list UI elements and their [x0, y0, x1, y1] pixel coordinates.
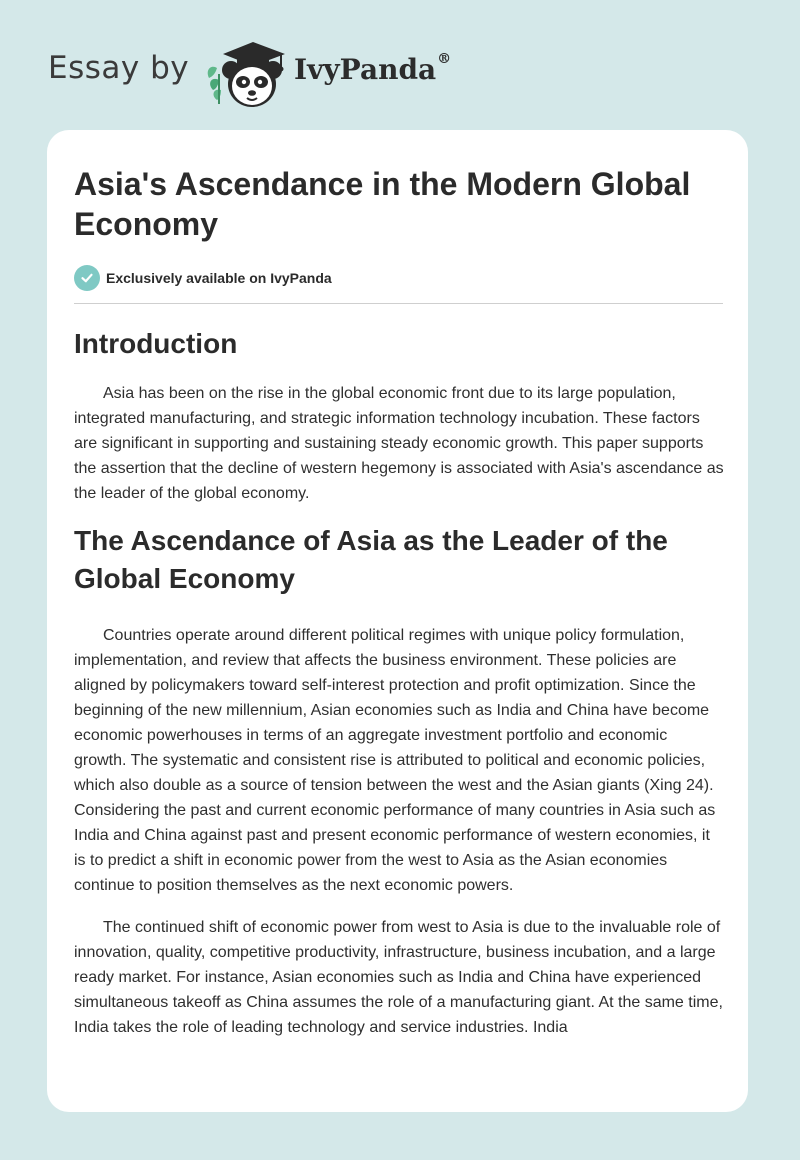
brand-name[interactable]	[294, 53, 451, 86]
exclusive-label: Exclusively available on IvyPanda	[106, 270, 332, 286]
panda-graduate-logo-icon[interactable]	[203, 34, 291, 110]
essay-card	[47, 130, 748, 1112]
section-heading-ascendance: The Ascendance of Asia as the Leader of the Global Economy	[74, 525, 668, 594]
essay-content	[74, 164, 724, 1040]
site-header	[48, 30, 548, 110]
essay-by-label: Essay by	[48, 50, 190, 86]
intro-paragraph: Asia has been on the rise in the global economic front due to its large population, integrated manufacturing, and strategic information technology incubation. These factors are significant in supporting and sustaining steady economic growth. This paper supports the assertion that the decline of western hegemony is associated with Asia's ascendance as the leader of the global economy.	[74, 385, 724, 502]
section-heading-introduction: Introduction	[74, 328, 238, 359]
title-divider	[74, 303, 723, 304]
check-icon	[74, 265, 100, 291]
registered-mark: ®	[437, 51, 452, 67]
exclusive-badge	[74, 264, 724, 292]
body-paragraph: Countries operate around different political regimes with unique policy formulation, implementation, and review that affects the business environment. These policies are aligned by policymakers toward self-interest protection and profit optimization. Since the beginning of the new millennium, Asian economies such as India and China have become economic powerhouses in terms of an aggregate investment portfolio and economic growth. The systematic and consistent rise is attributed to political and economic policies, which also double as a source of tension between the west and the Asian giants (Xing 24). Considering the past and current economic performance of many countries in Asia such as India and China against past and present economic performance of western economies, it is to predict a shift in economic power from the west to Asia as the Asian economies continue to position themselves as the next economic powers.	[74, 627, 716, 894]
brand-name-text: IvyPanda	[294, 53, 437, 86]
essay-title: Asia's Ascendance in the Modern Global Economy	[74, 166, 691, 242]
body-paragraph: The continued shift of economic power from west to Asia is due to the invaluable role of innovation, quality, competitive productivity, infrastructure, business incubation, and a large ready market. For instance, Asian economies such as India and China have experienced simultaneous takeoff as China assumes the role of a manufacturing giant. At the same time, India takes the role of leading technology and service industries. India	[74, 919, 723, 1036]
